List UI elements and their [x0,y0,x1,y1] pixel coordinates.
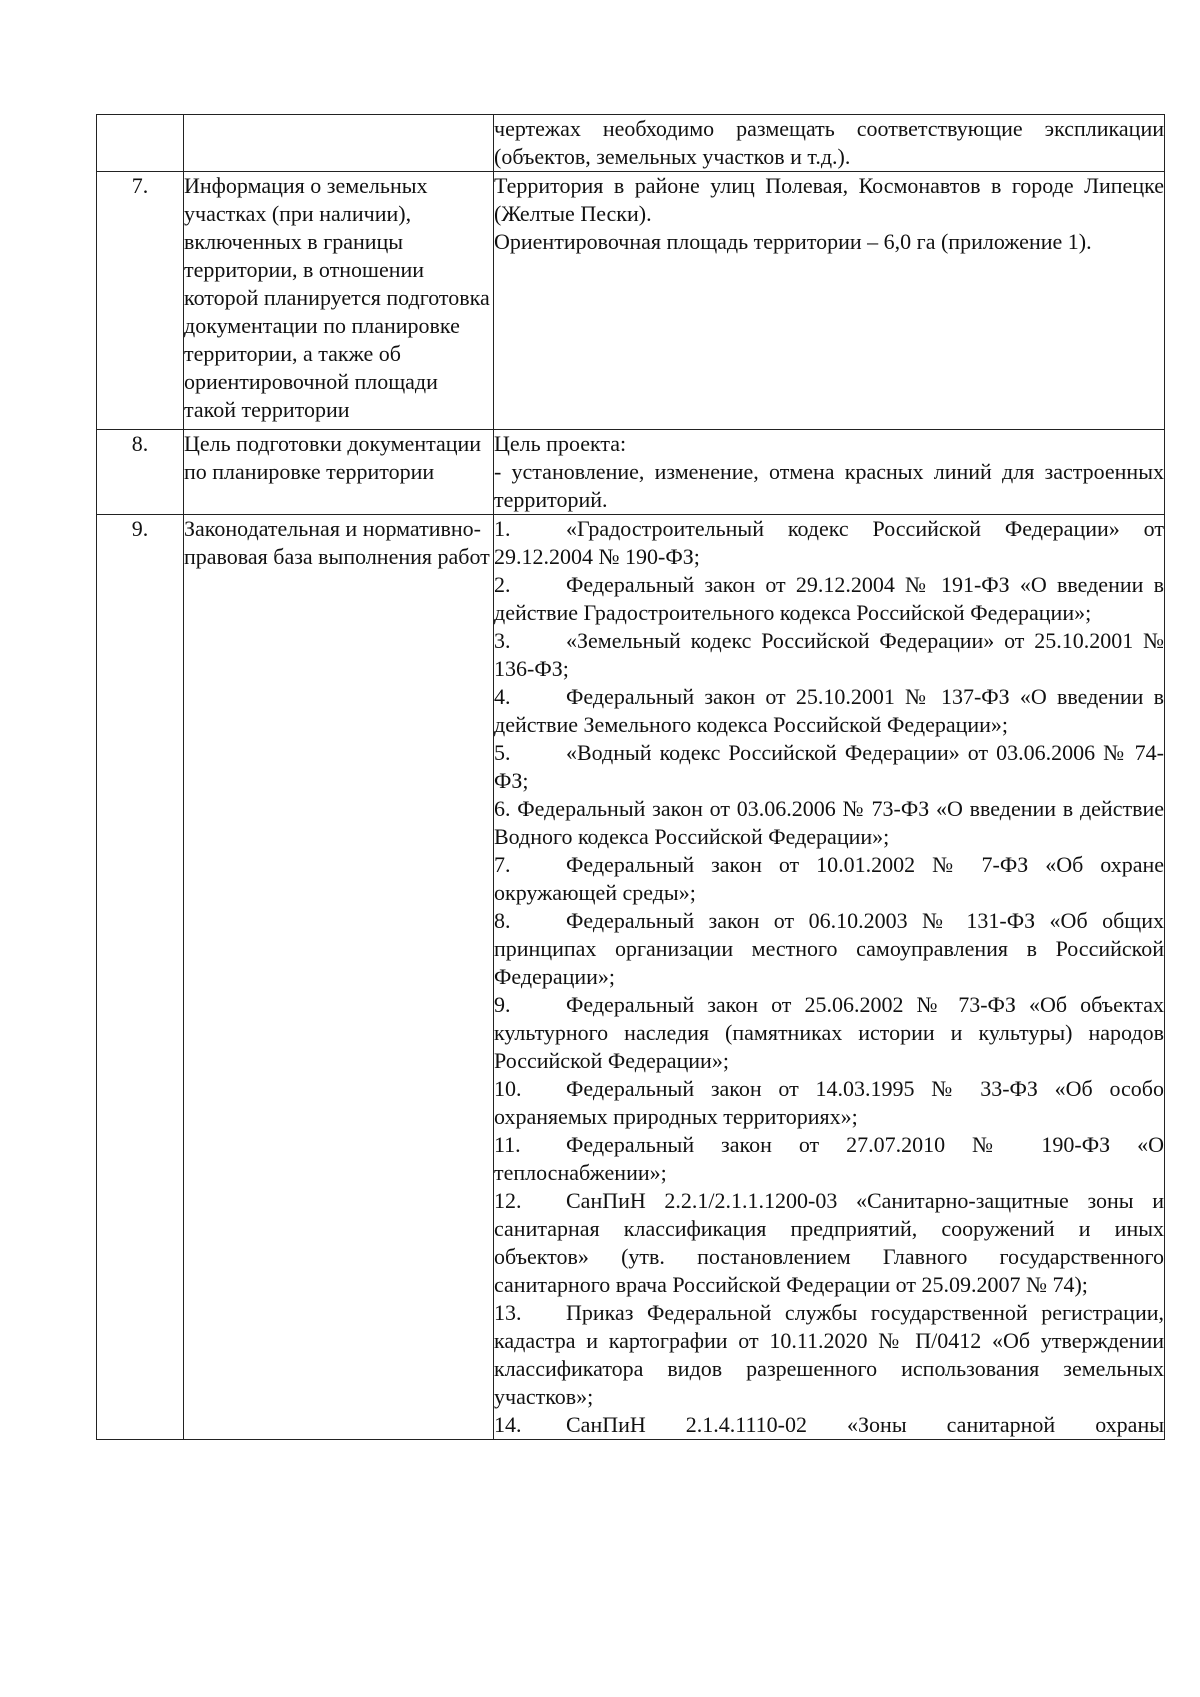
row-content [494,430,1165,515]
row-content [494,172,1165,430]
law-item-text: Федеральный закон от 06.10.2003 № 131-ФЗ «Об общих принципах организации местного самоуправления в Российской Федерации»; [494,908,1164,989]
law-item-text: Федеральный закон от 25.10.2001 № 137-ФЗ «О введении в действие Земельного кодекса Российской Федерации»; [494,684,1164,737]
law-item-text: «Водный кодекс Российской Федерации» от 03.06.2006 № 74-ФЗ; [494,740,1164,793]
law-item-number: 12. [494,1188,522,1213]
law-item-number: 11. [494,1132,521,1157]
law-item-number: 7. [494,852,511,877]
row-title [184,115,494,172]
row-number [97,115,184,172]
content-paragraph: - установление, изменение, отмена красных линий для застроенных территорий. [494,459,1164,512]
content-paragraph: Цель проекта: [494,431,627,456]
row-title: Информация о земельных участках (при наличии), включенных в границы территории, в отношении которой планируется подготовка документации по планировке территории, а также об ориентировочной площади такой территории [184,172,494,430]
law-item-number: 13. [494,1300,522,1325]
law-item-text: Федеральный закон от 29.12.2004 № 191-ФЗ «О введении в действие Градостроительного кодекса Российской Федерации»; [494,572,1164,625]
law-item-text: «Земельный кодекс Российской Федерации» от 25.10.2001 № 136-ФЗ; [494,628,1164,681]
law-item-text: «Градостроительный кодекс Российской Федерации» от 29.12.2004 № 190-ФЗ; [494,516,1164,569]
law-item-text: СанПиН 2.2.1/2.1.1.1200-03 «Санитарно-защитные зоны и санитарная классификация предприятий, сооружений и иных объектов» (утв. постановлением Главного государственного санитарного врача Российской Федерации от 25.09.2007 № 74); [494,1188,1164,1297]
law-item-text: Федеральный закон от 27.07.2010 № 190-ФЗ «О теплоснабжении»; [494,1132,1164,1185]
law-item-number: 3. [494,628,511,653]
law-item-text: Федеральный закон от 14.03.1995 № 33-ФЗ «Об особо охраняемых природных территориях»; [494,1076,1164,1129]
table-row [97,515,1165,1440]
law-item-text: 6. Федеральный закон от 03.06.2006 № 73-ФЗ «О введении в действие Водного кодекса Российской Федерации»; [494,796,1164,849]
law-item-number: 1. [494,516,511,541]
requirements-table [96,114,1165,1440]
table-row [97,430,1165,515]
law-list-item [494,739,1164,795]
law-list-item [494,1299,1164,1411]
law-item-number: 4. [494,684,511,709]
content-paragraph: Территория в районе улиц Полевая, Космонавтов в городе Липецке (Желтые Пески). [494,173,1164,226]
law-list-item [494,1131,1164,1187]
law-list-item [494,627,1164,683]
law-item-number: 2. [494,572,511,597]
law-item-text: Федеральный закон от 10.01.2002 № 7-ФЗ «Об охране окружающей среды»; [494,852,1164,905]
table-row [97,172,1165,430]
law-item-number: 14. [494,1412,522,1437]
law-item-number: 10. [494,1076,522,1101]
content-paragraph: Ориентировочная площадь территории – 6,0 га (приложение 1). [494,229,1092,254]
law-item-number: 9. [494,992,511,1017]
law-list-item [494,1411,1164,1439]
row-title: Цель подготовки документации по планировке территории [184,430,494,515]
table-row [97,115,1165,172]
law-list-item [494,907,1164,991]
law-list-item [494,683,1164,739]
row-number: 7. [97,172,184,430]
law-item-text: Приказ Федеральной службы государственной регистрации, кадастра и картографии от 10.11.2020 № П/0412 «Об утверждении классификатора видов разрешенного использования земельных участков»; [494,1300,1164,1409]
law-list-item [494,515,1164,571]
law-item-number: 5. [494,740,511,765]
law-list-item [494,851,1164,907]
law-list-item [494,795,1164,851]
law-list-item [494,991,1164,1075]
law-item-number: 8. [494,908,511,933]
row-content: чертежах необходимо размещать соответствующие экспликации (объектов, земельных участков и т.д.). [494,115,1165,172]
law-list-item [494,1187,1164,1299]
row-title: Законодательная и нормативно-правовая база выполнения работ [184,515,494,1440]
row-number: 8. [97,430,184,515]
row-number: 9. [97,515,184,1440]
law-list-item [494,571,1164,627]
row-content [494,515,1165,1440]
law-item-text: СанПиН 2.1.4.1110-02 «Зоны санитарной охраны [566,1412,1164,1437]
law-list-item [494,1075,1164,1131]
law-item-text: Федеральный закон от 25.06.2002 № 73-ФЗ «Об объектах культурного наследия (памятниках истории и культуры) народов Российской Федерации»; [494,992,1164,1073]
